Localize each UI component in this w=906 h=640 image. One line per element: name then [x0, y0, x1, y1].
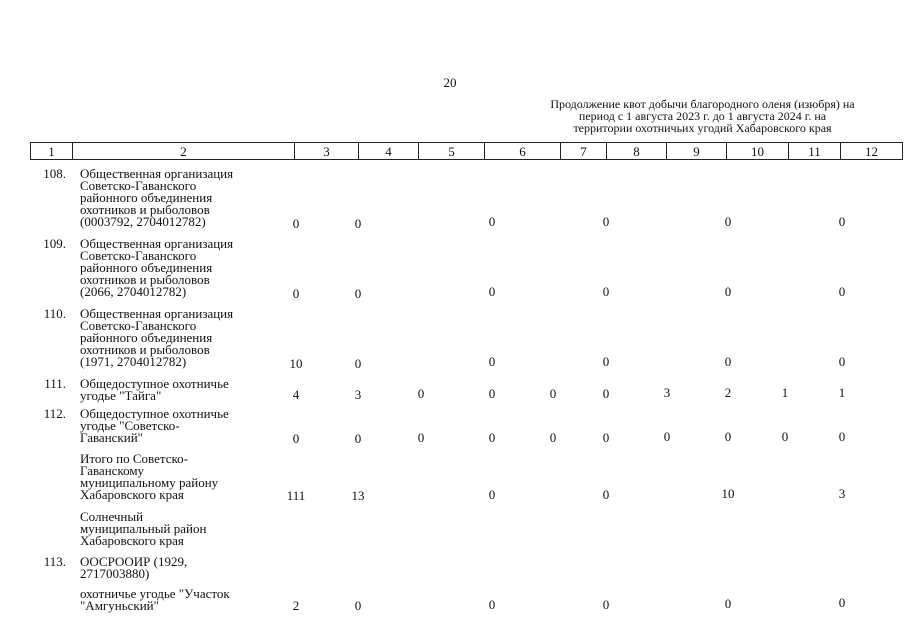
cell-col-8: 0 [602, 284, 610, 299]
cell-col-3: 10 [289, 356, 303, 371]
cell-col-4: 0 [354, 598, 362, 613]
row-name-line: районного объединения [80, 190, 213, 205]
cell-col-10: 0 [724, 214, 732, 229]
column-header: 6 [485, 143, 561, 160]
row-name-line: муниципальный район [80, 521, 207, 536]
row-name [80, 511, 266, 547]
row-name-line: Гаванскому [80, 463, 145, 478]
cell-col-8: 0 [602, 430, 610, 445]
cell-col-10: 0 [724, 354, 732, 369]
row-number: 112. [43, 406, 66, 421]
column-header: 11 [789, 143, 841, 160]
row-name-line: районного объединения [80, 260, 213, 275]
cell-col-3: 2 [292, 598, 300, 613]
cell-col-7: 0 [549, 430, 557, 445]
row-name-line: (0003792, 2704012782) [80, 214, 206, 229]
cell-col-12: 3 [838, 486, 846, 501]
row-name-line: Советско-Гаванского [80, 318, 197, 333]
row-name-line: Советско-Гаванского [80, 248, 197, 263]
cell-col-3: 4 [292, 387, 300, 402]
cell-col-5: 0 [417, 386, 425, 401]
row-number: 110. [43, 306, 66, 321]
row-name-line: Солнечный [80, 509, 144, 524]
page-number: 20 [443, 75, 457, 90]
row-number: 108. [43, 166, 66, 181]
cell-col-9: 3 [663, 385, 671, 400]
cell-col-12: 0 [838, 354, 846, 369]
cell-col-6: 0 [488, 214, 496, 229]
column-header: 5 [419, 143, 485, 160]
cell-col-4: 0 [354, 431, 362, 446]
cell-col-6: 0 [488, 386, 496, 401]
column-header: 12 [841, 143, 903, 160]
cell-col-6: 0 [488, 597, 496, 612]
row-name-line: угодье "Тайга" [80, 388, 162, 403]
column-header-table [30, 142, 903, 160]
row-name-line: Хабаровского края [80, 487, 184, 502]
cell-col-8: 0 [602, 386, 610, 401]
cell-col-10: 0 [724, 596, 732, 611]
cell-col-8: 0 [602, 354, 610, 369]
cell-col-12: 0 [838, 214, 846, 229]
row-name [80, 588, 266, 612]
row-name-line: охотников и рыболовов [80, 202, 210, 217]
cell-col-12: 0 [838, 429, 846, 444]
row-number: 111. [44, 376, 66, 391]
row-name [80, 556, 266, 580]
caption-line: территории охотничьих угодий Хабаровского края [573, 121, 832, 135]
cell-col-6: 0 [488, 487, 496, 502]
row-name-line: Общедоступное охотничье [80, 376, 229, 391]
cell-col-5: 0 [417, 430, 425, 445]
row-name-line: охотников и рыболовов [80, 342, 210, 357]
row-name [80, 238, 266, 298]
column-header-row [31, 143, 903, 160]
cell-col-9: 0 [663, 429, 671, 444]
caption-line: период с 1 августа 2023 г. до 1 августа 2024 г. на [578, 109, 827, 123]
column-header: 7 [561, 143, 607, 160]
cell-col-4: 0 [354, 216, 362, 231]
row-number: 113. [43, 554, 66, 569]
row-number: 109. [43, 236, 66, 251]
cell-col-7: 0 [549, 386, 557, 401]
row-name-line: 2717003880) [80, 566, 150, 581]
row-name-line: охотников и рыболовов [80, 272, 210, 287]
cell-col-10: 2 [724, 385, 732, 400]
column-header: 4 [359, 143, 419, 160]
row-name [80, 378, 266, 402]
caption-line: Продолжение квот добычи благородного оленя (изюбря) на [550, 97, 855, 111]
column-header: 3 [295, 143, 359, 160]
column-header: 1 [31, 143, 73, 160]
cell-col-10: 0 [724, 429, 732, 444]
row-name-line: угодье "Советско- [80, 418, 180, 433]
row-name-line: охотничье угодье "Участок [80, 586, 230, 601]
row-name [80, 408, 266, 444]
row-name-line: Хабаровского края [80, 533, 184, 548]
cell-col-4: 3 [354, 387, 362, 402]
cell-col-8: 0 [602, 214, 610, 229]
column-header: 8 [607, 143, 667, 160]
cell-col-4: 13 [351, 488, 365, 503]
cell-col-4: 0 [354, 286, 362, 301]
row-name [80, 453, 266, 501]
cell-col-3: 0 [292, 286, 300, 301]
cell-col-8: 0 [602, 597, 610, 612]
row-name-line: Общедоступное охотничье [80, 406, 229, 421]
cell-col-10: 0 [724, 284, 732, 299]
row-name-line: районного объединения [80, 330, 213, 345]
cell-col-3: 111 [286, 488, 306, 503]
column-header: 9 [667, 143, 727, 160]
cell-col-3: 0 [292, 431, 300, 446]
row-name-line: Итого по Советско- [80, 451, 188, 466]
cell-col-11: 1 [781, 385, 789, 400]
cell-col-10: 10 [721, 486, 735, 501]
row-name-line: Общественная организация [80, 236, 234, 251]
row-name-line: Общественная организация [80, 166, 234, 181]
cell-col-3: 0 [292, 216, 300, 231]
cell-col-6: 0 [488, 354, 496, 369]
row-name-line: Советско-Гаванского [80, 178, 197, 193]
row-name-line: (1971, 2704012782) [80, 354, 187, 369]
cell-col-6: 0 [488, 284, 496, 299]
row-name-line: Гаванский" [80, 430, 143, 445]
row-name [80, 168, 266, 228]
row-name-line: Общественная организация [80, 306, 234, 321]
row-name-line: муниципальному району [80, 475, 219, 490]
cell-col-12: 0 [838, 595, 846, 610]
row-name-line: ООСРООИР (1929, [80, 554, 188, 569]
cell-col-8: 0 [602, 487, 610, 502]
column-header: 10 [727, 143, 789, 160]
row-name [80, 308, 266, 368]
cell-col-12: 0 [838, 284, 846, 299]
cell-col-6: 0 [488, 430, 496, 445]
row-name-line: (2066, 2704012782) [80, 284, 187, 299]
table-caption [530, 98, 875, 134]
cell-col-4: 0 [354, 356, 362, 371]
row-name-line: "Амгуньский" [80, 598, 159, 613]
cell-col-11: 0 [781, 429, 789, 444]
column-header: 2 [73, 143, 295, 160]
cell-col-12: 1 [838, 385, 846, 400]
